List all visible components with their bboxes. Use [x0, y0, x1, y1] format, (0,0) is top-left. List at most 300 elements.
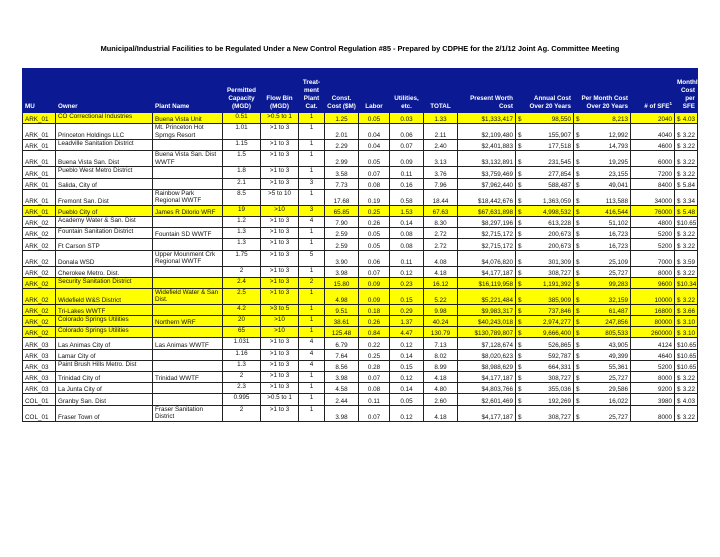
currency-symbol: $ — [677, 181, 681, 189]
cell-labor: 0.28 — [359, 360, 390, 371]
cell-cap: 19 — [223, 205, 261, 216]
currency-symbol: $ — [677, 386, 681, 394]
cell-pw: $4,177,187 — [458, 372, 516, 383]
currency-symbol: $ — [576, 341, 580, 349]
currency-symbol: $ — [518, 159, 522, 167]
cell-sfe: 4800 — [631, 216, 675, 227]
cell-cap: 1.2 — [223, 216, 261, 227]
cell-plant: Upper Mounment Crk Regional WWTF — [153, 250, 223, 266]
cell-util: 0.12 — [390, 338, 424, 349]
cell-value: 8,213 — [612, 116, 628, 124]
cell-plant — [153, 383, 223, 394]
cell-value: 3.10 — [682, 319, 695, 327]
cell-flow: >1 to 3 — [261, 277, 299, 288]
cell-cat: 2 — [299, 277, 325, 288]
cell-mu: ARK_01 — [23, 205, 56, 216]
cell-const: 4.58 — [325, 383, 359, 394]
cell-cat: 4 — [299, 338, 325, 349]
cell-value: 29,586 — [608, 386, 628, 394]
cell-plant — [153, 360, 223, 371]
cell-total: 7.13 — [424, 338, 458, 349]
cell-pw: $8,988,629 — [458, 360, 516, 371]
cell-value: 25,727 — [608, 269, 628, 277]
cell-util: 0.58 — [390, 189, 424, 205]
table-row — [23, 394, 698, 405]
cell-owner: Tri-Lakes WWTF — [56, 304, 153, 315]
cell-owner: Fremont San. Dist — [56, 189, 153, 205]
column-header-label: Permitted Capacity (MGD) — [226, 87, 257, 110]
cell-mu: ARK_03 — [23, 360, 56, 371]
cell-month — [574, 113, 631, 124]
currency-symbol: $ — [677, 364, 681, 371]
cell-cap: 2.3 — [223, 383, 261, 394]
cell-value: 3.22 — [682, 242, 695, 250]
cell-const: 4.98 — [325, 288, 359, 304]
cell-pw: $7,962,440 — [458, 178, 516, 189]
cell-mu: ARK_02 — [23, 250, 56, 266]
cell-month — [574, 151, 631, 167]
cell-labor: 0.09 — [359, 277, 390, 288]
currency-symbol: $ — [677, 170, 681, 178]
currency-symbol: $ — [677, 208, 681, 216]
cell-sfe: 4124 — [631, 338, 675, 349]
table-row — [23, 327, 698, 338]
table-row — [23, 250, 698, 266]
cell-sfe: 7000 — [631, 250, 675, 266]
cell-cat: 1 — [299, 167, 325, 178]
cell-cat: 1 — [299, 140, 325, 151]
cell-monthly — [675, 405, 698, 421]
cell-sfe: 5200 — [631, 228, 675, 239]
cell-value: 200,673 — [548, 231, 571, 239]
cell-month — [574, 189, 631, 205]
cell-month — [574, 140, 631, 151]
cell-plant — [153, 277, 223, 288]
column-header-label: TOTAL — [430, 103, 451, 110]
column-header-label: Per Month Cost Over 20 Years — [581, 95, 628, 110]
currency-symbol: $ — [518, 341, 522, 349]
cell-sfe: 4640 — [631, 349, 675, 360]
cell-value: 805,533 — [605, 330, 628, 338]
cell-mu: ARK_01 — [23, 167, 56, 178]
table-row — [23, 316, 698, 327]
column-header-label: Treat-ment Plant Cat. — [302, 79, 321, 110]
cell-value: 3.66 — [682, 308, 695, 316]
currency-symbol: $ — [576, 143, 580, 151]
cell-value: 19,295 — [608, 159, 628, 167]
column-header-sfe — [631, 69, 675, 113]
cell-mu: ARK_01 — [23, 151, 56, 167]
cell-annual — [516, 394, 574, 405]
cell-value: 16,723 — [608, 242, 628, 250]
cell-cat: 1 — [299, 405, 325, 421]
table-row — [23, 338, 698, 349]
cell-const: 2.59 — [325, 228, 359, 239]
cell-plant: Northern WRF — [153, 316, 223, 327]
cell-cap: 1.01 — [223, 124, 261, 140]
cell-cat: 1 — [299, 394, 325, 405]
cell-annual — [516, 405, 574, 421]
table-row — [23, 304, 698, 315]
cell-monthly — [675, 288, 698, 304]
cell-monthly — [675, 383, 698, 394]
cell-labor: 0.26 — [359, 216, 390, 227]
cell-util: 0.12 — [390, 372, 424, 383]
cell-month — [574, 250, 631, 266]
cell-sfe: 9200 — [631, 383, 675, 394]
cell-plant — [153, 304, 223, 315]
cell-cap: 1.3 — [223, 239, 261, 250]
currency-symbol: $ — [576, 159, 580, 167]
cell-sfe: 34000 — [631, 189, 675, 205]
cell-cat: 4 — [299, 349, 325, 360]
column-header-mu — [23, 69, 56, 113]
column-header-label: MU — [25, 103, 35, 110]
table-row — [23, 216, 698, 227]
cell-const: 1.25 — [325, 113, 359, 124]
cell-pw: $130,789,807 — [458, 327, 516, 338]
cell-month — [574, 394, 631, 405]
table-row — [23, 167, 698, 178]
cell-flow: >5 to 10 — [261, 189, 299, 205]
currency-symbol: $ — [518, 319, 522, 327]
currency-symbol: $ — [518, 181, 522, 189]
cell-flow: >1 to 3 — [261, 250, 299, 266]
cell-total: 2.11 — [424, 124, 458, 140]
cell-flow: >1 to 3 — [261, 167, 299, 178]
cell-total: 8.30 — [424, 216, 458, 227]
currency-symbol: $ — [518, 296, 522, 304]
table-row — [23, 140, 698, 151]
cell-monthly — [675, 250, 698, 266]
currency-symbol: $ — [518, 308, 522, 316]
cell-mu: ARK_02 — [23, 327, 56, 338]
cell-flow: >1 to 3 — [261, 288, 299, 304]
cell-value: 10.65 — [680, 364, 697, 371]
cell-total: 130.79 — [424, 327, 458, 338]
column-header-labor — [359, 69, 390, 113]
cell-const: 3.90 — [325, 250, 359, 266]
currency-symbol: $ — [576, 280, 580, 288]
cell-value: 10.34 — [680, 280, 697, 288]
cell-flow: >1 to 3 — [261, 178, 299, 189]
cell-monthly — [675, 124, 698, 140]
cell-total: 18.44 — [424, 189, 458, 205]
currency-symbol: $ — [518, 242, 522, 250]
cell-monthly — [675, 360, 698, 371]
column-header-label: Plant Name — [155, 103, 190, 110]
currency-symbol: $ — [576, 308, 580, 316]
cell-value: 3.34 — [682, 197, 695, 205]
cell-total: 9.98 — [424, 304, 458, 315]
cell-flow: >1 to 3 — [261, 124, 299, 140]
cell-total: 8.02 — [424, 349, 458, 360]
cell-month — [574, 372, 631, 383]
currency-symbol: $ — [677, 413, 681, 421]
cell-monthly — [675, 151, 698, 167]
cell-annual — [516, 228, 574, 239]
cell-mu: ARK_01 — [23, 189, 56, 205]
currency-symbol: $ — [677, 397, 681, 405]
cell-sfe: 4600 — [631, 140, 675, 151]
table-row — [23, 189, 698, 205]
column-header-label: Annual Cost Over 20 Years — [529, 95, 571, 110]
cell-total: 5.22 — [424, 288, 458, 304]
cell-monthly — [675, 167, 698, 178]
cell-plant: Buena Vista Unit — [153, 113, 223, 124]
currency-symbol: $ — [677, 319, 681, 327]
cell-sfe: 80000 — [631, 316, 675, 327]
cell-month — [574, 178, 631, 189]
cell-cat: 1 — [299, 228, 325, 239]
cell-value: 247,856 — [605, 319, 628, 327]
cell-value: 613,228 — [548, 220, 571, 228]
cell-plant: James R Dilorio WRF — [153, 205, 223, 216]
cell-total: 16.12 — [424, 277, 458, 288]
column-header-annual — [516, 69, 574, 113]
cell-cap: 2.4 — [223, 277, 261, 288]
cell-monthly — [675, 140, 698, 151]
cell-value: 3.22 — [682, 159, 695, 167]
cell-cap: 20 — [223, 316, 261, 327]
cell-sfe: 7200 — [631, 167, 675, 178]
cell-total: 1.33 — [424, 113, 458, 124]
cell-mu: ARK_03 — [23, 383, 56, 394]
cell-labor: 0.06 — [359, 250, 390, 266]
cell-value: 3.22 — [682, 269, 695, 277]
cell-monthly — [675, 327, 698, 338]
cell-labor: 0.04 — [359, 140, 390, 151]
cell-owner: Princeton Holdings LLC — [56, 124, 153, 140]
table-row — [23, 239, 698, 250]
cell-cap: 2.1 — [223, 178, 261, 189]
cell-plant — [153, 178, 223, 189]
cell-value: 25,109 — [608, 258, 628, 266]
cell-annual — [516, 383, 574, 394]
cell-value: 14,793 — [608, 143, 628, 151]
cell-cat: 5 — [299, 250, 325, 266]
cell-pw: $4,076,820 — [458, 250, 516, 266]
cell-monthly — [675, 178, 698, 189]
cell-value: 277,854 — [548, 170, 571, 178]
cell-cat: 1 — [299, 372, 325, 383]
cell-sfe: 9600 — [631, 277, 675, 288]
currency-symbol: $ — [576, 181, 580, 189]
cell-util: 0.14 — [390, 349, 424, 360]
table-row — [23, 124, 698, 140]
cell-monthly — [675, 113, 698, 124]
cell-value: 61,487 — [608, 308, 628, 316]
currency-symbol: $ — [677, 296, 681, 304]
cell-monthly — [675, 372, 698, 383]
cell-owner: Donala WSD — [56, 250, 153, 266]
cell-total: 3.76 — [424, 167, 458, 178]
cell-total: 2.40 — [424, 140, 458, 151]
cell-owner: Colorado Springs Utilities — [56, 316, 153, 327]
cell-month — [574, 205, 631, 216]
cell-owner: Fraser Town of — [56, 405, 153, 421]
currency-symbol: $ — [576, 132, 580, 140]
cell-owner: Pueblo City of — [56, 205, 153, 216]
cell-value: 3.22 — [682, 296, 695, 304]
cell-owner: Paint Brush Hills Metro. Dist — [56, 360, 153, 371]
cell-util: 0.05 — [390, 394, 424, 405]
cell-pw: $8,020,623 — [458, 349, 516, 360]
cell-total: 4.18 — [424, 405, 458, 421]
cell-plant — [153, 140, 223, 151]
cell-owner: Colorado Springs Utilities — [56, 327, 153, 338]
cell-value: 155,907 — [548, 132, 571, 140]
cell-pw: $1,333,417 — [458, 113, 516, 124]
cell-value: 3.22 — [682, 386, 695, 394]
cell-util: 0.14 — [390, 383, 424, 394]
cell-value: 51,102 — [608, 220, 628, 228]
cell-value: 737,846 — [548, 308, 571, 316]
cell-flow: >1 to 3 — [261, 266, 299, 277]
currency-symbol: $ — [518, 220, 522, 228]
cell-annual — [516, 189, 574, 205]
cell-value: 308,727 — [548, 269, 571, 277]
cell-monthly — [675, 239, 698, 250]
currency-symbol: $ — [677, 220, 681, 228]
column-header-pw — [458, 69, 516, 113]
cell-value: 231,545 — [548, 159, 571, 167]
cell-mu: ARK_02 — [23, 288, 56, 304]
cell-annual — [516, 304, 574, 315]
cell-util: 4.47 — [390, 327, 424, 338]
cell-const: 7.64 — [325, 349, 359, 360]
cell-monthly — [675, 349, 698, 360]
cell-owner: Buena Vista San. Dist — [56, 151, 153, 167]
cell-owner: Granby San. Dist — [56, 394, 153, 405]
cell-monthly — [675, 216, 698, 227]
column-header-plant — [153, 69, 223, 113]
cell-flow: >1 to 3 — [261, 405, 299, 421]
cell-value: 3.22 — [682, 132, 695, 140]
cell-labor: 0.25 — [359, 349, 390, 360]
cell-flow: >0.5 to 1 — [261, 113, 299, 124]
currency-symbol: $ — [677, 143, 681, 151]
cell-cat: 4 — [299, 360, 325, 371]
table-row — [23, 151, 698, 167]
cell-cat: 1 — [299, 316, 325, 327]
cell-pw: $5,221,484 — [458, 288, 516, 304]
cell-pw: $7,128,674 — [458, 338, 516, 349]
cell-owner: Salida, City of — [56, 178, 153, 189]
cell-cat: 1 — [299, 383, 325, 394]
currency-symbol: $ — [518, 231, 522, 239]
cell-mu: ARK_02 — [23, 228, 56, 239]
cell-annual — [516, 124, 574, 140]
table-row — [23, 113, 698, 124]
cell-monthly — [675, 277, 698, 288]
cell-cat: 1 — [299, 266, 325, 277]
cell-value: 55,361 — [608, 364, 628, 371]
currency-symbol: $ — [677, 258, 681, 266]
currency-symbol: $ — [576, 116, 580, 124]
currency-symbol: $ — [677, 231, 681, 239]
currency-symbol: $ — [576, 170, 580, 178]
cell-plant — [153, 349, 223, 360]
currency-symbol: $ — [576, 197, 580, 205]
cell-const: 2.99 — [325, 151, 359, 167]
cell-annual — [516, 338, 574, 349]
cell-month — [574, 288, 631, 304]
cell-value: 1,191,392 — [542, 280, 571, 288]
cell-labor: 0.19 — [359, 189, 390, 205]
cell-pw: $2,109,480 — [458, 124, 516, 140]
cell-const: 2.01 — [325, 124, 359, 140]
cell-value: 16,723 — [608, 231, 628, 239]
table-row — [23, 349, 698, 360]
column-header-cap — [223, 69, 261, 113]
table-body — [23, 113, 698, 422]
currency-symbol: $ — [677, 197, 681, 205]
currency-symbol: $ — [518, 143, 522, 151]
currency-symbol: $ — [677, 242, 681, 250]
cell-flow: >1 to 3 — [261, 360, 299, 371]
cell-cat: 1 — [299, 151, 325, 167]
cell-labor: 0.05 — [359, 151, 390, 167]
cell-cat: 1 — [299, 288, 325, 304]
column-header-flow — [261, 69, 299, 113]
cell-value: 10.65 — [680, 220, 697, 228]
cell-plant: Trinidad WWTF — [153, 372, 223, 383]
cell-util: 1.37 — [390, 316, 424, 327]
cell-flow: >10 — [261, 316, 299, 327]
cell-owner: Trinidad City of — [56, 372, 153, 383]
cell-mu: ARK_01 — [23, 178, 56, 189]
table-row — [23, 360, 698, 371]
cell-cap: 2 — [223, 372, 261, 383]
cell-mu: ARK_02 — [23, 304, 56, 315]
cell-labor: 0.09 — [359, 288, 390, 304]
cell-sfe: 8000 — [631, 372, 675, 383]
cell-const: 6.79 — [325, 338, 359, 349]
cell-sfe: 260000 — [631, 327, 675, 338]
table-row — [23, 178, 698, 189]
cell-cat: 4 — [299, 216, 325, 227]
cell-const: 38.61 — [325, 316, 359, 327]
cell-value: 355,036 — [548, 386, 571, 394]
cell-mu: ARK_01 — [23, 113, 56, 124]
cell-plant: Widefield Water & San Dist. — [153, 288, 223, 304]
cell-const: 2.59 — [325, 239, 359, 250]
cell-monthly — [675, 266, 698, 277]
cell-mu: COL_01 — [23, 394, 56, 405]
cell-pw: $2,401,883 — [458, 140, 516, 151]
currency-symbol: $ — [518, 170, 522, 178]
cell-total: 2.72 — [424, 239, 458, 250]
cell-pw: $18,442,676 — [458, 189, 516, 205]
cell-value: 98,550 — [551, 116, 571, 124]
cell-sfe: 2040 — [631, 113, 675, 124]
cell-cat: 1 — [299, 189, 325, 205]
cell-mu: ARK_03 — [23, 372, 56, 383]
cell-cap: 0.51 — [223, 113, 261, 124]
cell-mu: ARK_02 — [23, 216, 56, 227]
column-header-label: Const. Cost ($M) — [327, 95, 356, 110]
cell-mu: ARK_01 — [23, 140, 56, 151]
column-header-label: # of SFE — [644, 103, 670, 110]
cell-labor: 0.22 — [359, 338, 390, 349]
cell-cap: 1.16 — [223, 349, 261, 360]
cell-annual — [516, 239, 574, 250]
cell-annual — [516, 349, 574, 360]
currency-symbol: $ — [518, 208, 522, 216]
currency-symbol: $ — [677, 159, 681, 167]
cell-sfe: 8400 — [631, 178, 675, 189]
